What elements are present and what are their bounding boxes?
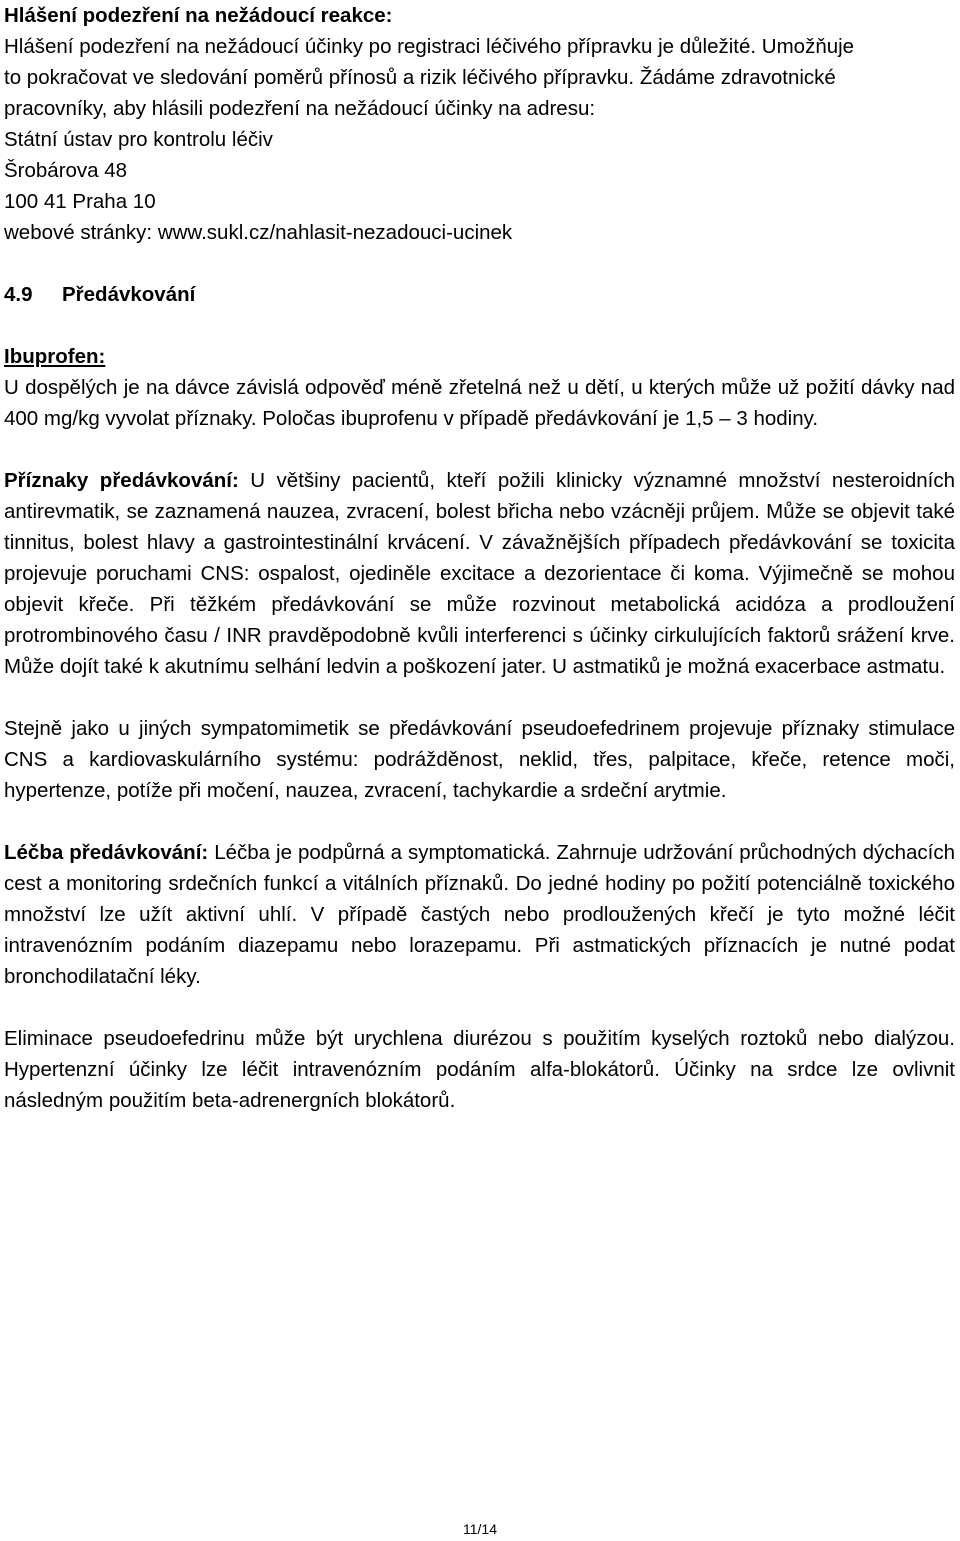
reporting-title: Hlášení podezření na nežádoucí reakce: xyxy=(4,4,393,27)
symptoms-paragraph xyxy=(4,465,955,682)
reporting-intro-line-1: Hlášení podezření na nežádoucí účinky po registraci léčivého přípravku je důležité. Umožňuje xyxy=(4,35,855,58)
ibuprofen-label: Ibuprofen: xyxy=(4,345,106,368)
section-heading xyxy=(4,279,955,310)
treatment-text: Léčba je podpůrná a symptomatická. Zahrnuje udržování průchodných dýchacích cest a monitoring srdečních funkcí a vitálních příznaků. Do jedné hodiny po požití potenciálně toxického množství lze užít aktivní uhlí. V případě častých nebo prodloužených křečí je tyto možné léčit intravenózním podáním diazepamu nebo lorazepamu. Při astmatických příznacích je nutné podat bronchodilatační léky. xyxy=(4,841,955,988)
elimination-paragraph: Eliminace pseudoefedrinu může být urychlena diurézou s použitím kyselých roztoků nebo dialýzou. Hypertenzní účinky lze léčit intravenózním podáním alfa-blokátorů. Účinky na srdce lze ovlivnit následným použitím beta-adrenergních blokátorů. xyxy=(4,1027,955,1112)
reporting-intro-line-2: to pokračovat ve sledování poměrů přínosů a rizik léčivého přípravku. Žádáme zdravotnické xyxy=(4,66,836,89)
address-name: Státní ústav pro kontrolu léčiv xyxy=(4,128,273,151)
ibuprofen-paragraph: U dospělých je na dávce závislá odpověď méně zřetelná než u dětí, u kterých může už požití dávky nad 400 mg/kg vyvolat příznaky. Poločas ibuprofenu v případě předávkování je 1,5 – 3 hodiny. xyxy=(4,376,955,430)
document-page xyxy=(4,0,955,1116)
section-title: Předávkování xyxy=(62,283,196,306)
page-number: 11/14 xyxy=(463,1521,497,1537)
address-web: webové stránky: www.sukl.cz/nahlasit-nezadouci-ucinek xyxy=(4,221,513,244)
treatment-label: Léčba předávkování: xyxy=(4,841,209,864)
treatment-paragraph xyxy=(4,837,955,992)
pseudoephedrine-paragraph: Stejně jako u jiných sympatomimetik se předávkování pseudoefedrinem projevuje příznaky stimulace CNS a kardiovaskulárního systému: podrážděnost, neklid, třes, palpitace, křeče, retence moči, hypertenze, potíže při močení, nauzea, zvracení, tachykardie a srdeční arytmie. xyxy=(4,717,955,802)
section-number: 4.9 xyxy=(4,283,33,306)
reporting-intro-line-3: pracovníky, aby hlásili podezření na nežádoucí účinky na adresu: xyxy=(4,97,596,120)
symptoms-text: U většiny pacientů, kteří požili klinicky významné množství nesteroidních antirevmatik, se zaznamená nauzea, zvracení, bolest břicha nebo vzácněji průjem. Může se objevit také tinnitus, bolest hlavy a gastrointestinální krvácení. V závažnějších případech předávkování se toxicita projevuje poruchami CNS: ospalost, ojediněle excitace a dezorientace či koma. Výjimečně se mohou objevit křeče. Při těžkém předávkování se může rozvinout metabolická acidóza a prodloužení protrombinového času / INR pravděpodobně kvůli interferenci s účinky cirkulujících faktorů srážení krve. Může dojít také k akutnímu selhání ledvin a poškození jater. U astmatiků je možná exacerbace astmatu. xyxy=(4,469,956,678)
symptoms-label: Příznaky předávkování: xyxy=(4,469,239,492)
address-street: Šrobárova 48 xyxy=(4,159,128,182)
address-city: 100 41 Praha 10 xyxy=(4,190,156,213)
